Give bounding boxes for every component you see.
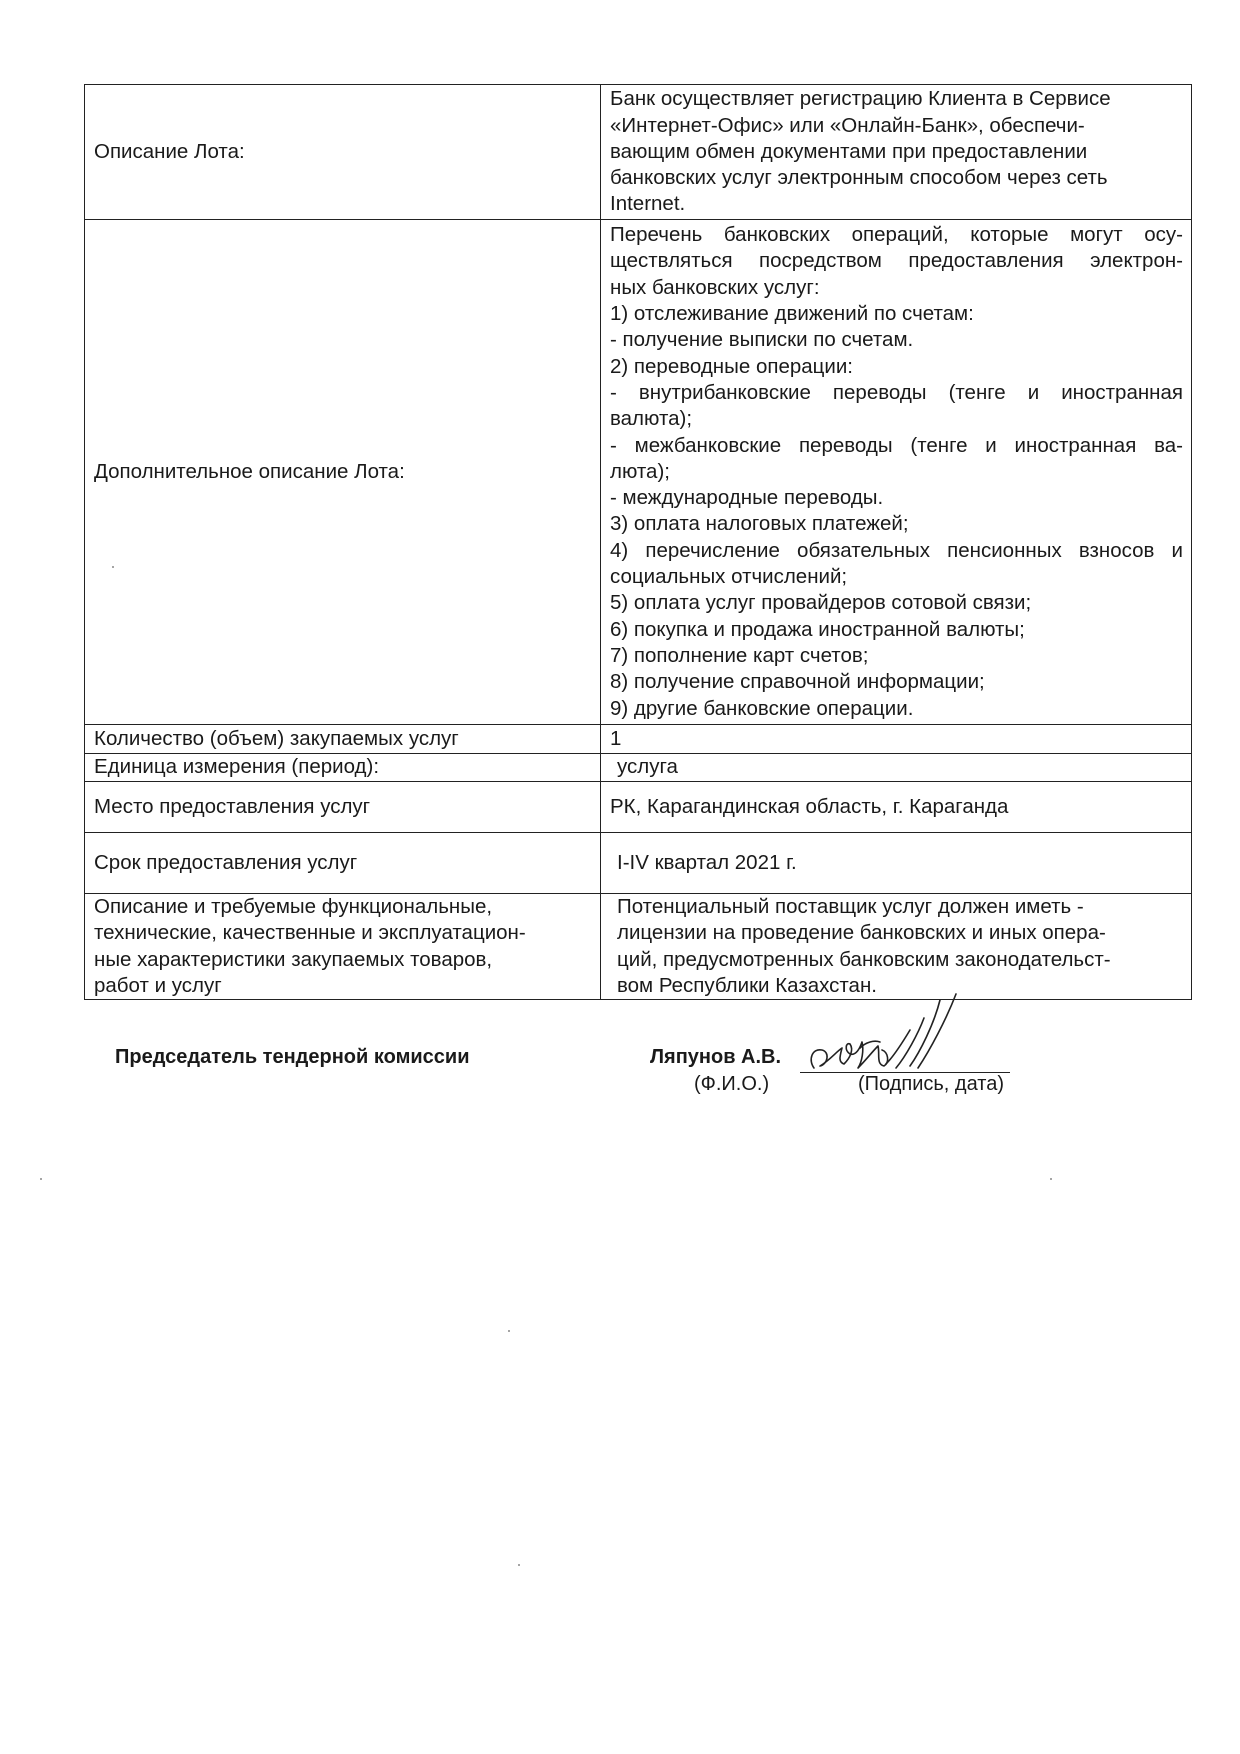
value-line: люта); xyxy=(610,459,670,483)
handwritten-signature xyxy=(800,990,980,1085)
value-line: 9) другие банковские операции. xyxy=(610,696,914,720)
value-line: 1) отслеживание движений по счетам: xyxy=(610,302,974,326)
label-line: Описание и требуемые функциональные, xyxy=(94,895,493,918)
value-line: социальных отчислений; xyxy=(610,565,848,589)
value-line: вом Республики Казахстан. xyxy=(617,973,877,997)
value-line: - межбанковские переводы (тенге и иностранная ва- xyxy=(610,433,1183,457)
value-line: - внутрибанковские переводы (тенге и иностранная xyxy=(610,380,1183,404)
scan-speck xyxy=(508,1330,510,1332)
value-line: 6) покупка и продажа иностранной валюты; xyxy=(610,617,1025,641)
value-line: Internet. xyxy=(610,192,686,216)
value-line: ных банковских услуг: xyxy=(610,275,820,299)
row-value xyxy=(601,894,1192,1000)
value-line: вающим обмен документами при предоставлении xyxy=(610,139,1088,163)
table-row-unit xyxy=(85,754,1192,782)
row-value xyxy=(601,85,1192,220)
table-row-place xyxy=(85,782,1192,833)
value-line: 2) переводные операции: xyxy=(610,354,853,378)
value-line: Перечень банковских операций, которые могут осу- xyxy=(610,223,1183,247)
value-line: Банк осуществляет регистрацию Клиента в Сервисе xyxy=(610,87,1111,111)
chairman-title: Председатель тендерной комиссии xyxy=(115,1046,470,1068)
value-line: банковских услуг электронным способом через сеть xyxy=(610,166,1108,190)
value-line: 5) оплата услуг провайдеров сотовой связи; xyxy=(610,591,1032,615)
scan-speck xyxy=(112,566,114,568)
chairman-name: Ляпунов А.В. xyxy=(650,1046,782,1068)
value-line: 7) пополнение карт счетов; xyxy=(610,643,869,667)
row-label: Количество (объем) закупаемых услуг xyxy=(85,725,601,754)
value-line: 4) перечисление обязательных пенсионных взносов и xyxy=(610,538,1183,562)
row-value: 1 xyxy=(601,725,1192,754)
value-line: Потенциальный поставщик услуг должен иметь - xyxy=(617,895,1084,918)
value-line: «Интернет-Офис» или «Онлайн-Банк», обеспечи- xyxy=(610,113,1085,137)
row-value: услуга xyxy=(601,754,1192,782)
row-value xyxy=(601,220,1192,725)
table-row-requirements xyxy=(85,894,1192,1000)
row-label: Место предоставления услуг xyxy=(85,782,601,833)
row-label: Срок предоставления услуг xyxy=(85,833,601,894)
value-line: 8) получение справочной информации; xyxy=(610,670,985,694)
value-line: - получение выписки по счетам. xyxy=(610,328,914,352)
value-line: 3) оплата налоговых платежей; xyxy=(610,512,909,536)
scan-speck xyxy=(518,1564,520,1566)
table-row-additional-description xyxy=(85,220,1192,725)
table-row-quantity xyxy=(85,725,1192,754)
label-line: ные характеристики закупаемых товаров, xyxy=(94,947,493,971)
row-label: Описание Лота: xyxy=(85,85,601,220)
row-label xyxy=(85,894,601,1000)
label-line: работ и услуг xyxy=(94,973,222,997)
value-line: ществляться посредством предоставления электрон- xyxy=(610,249,1183,273)
value-line: лицензии на проведение банковских и иных опера- xyxy=(617,921,1106,945)
row-label: Дополнительное описание Лота: xyxy=(85,220,601,725)
fio-caption: (Ф.И.О.) xyxy=(694,1073,770,1095)
label-line: технические, качественные и эксплуатацион- xyxy=(94,921,526,945)
table-row-term xyxy=(85,833,1192,894)
table-row-lot-description xyxy=(85,85,1192,220)
lot-details-table xyxy=(84,84,1192,1000)
row-label: Единица измерения (период): xyxy=(85,754,601,782)
row-value: I-IV квартал 2021 г. xyxy=(601,833,1192,894)
value-line: - международные переводы. xyxy=(610,486,884,510)
sign-caption: (Подпись, дата) xyxy=(858,1073,1004,1095)
value-line: ций, предусмотренных банковским законодательст- xyxy=(617,947,1111,971)
value-line: валюта); xyxy=(610,407,693,431)
row-value: РК, Карагандинская область, г. Караганда xyxy=(601,782,1192,833)
scan-speck xyxy=(1050,1178,1052,1180)
signature-block xyxy=(0,1038,1240,1128)
scan-speck xyxy=(40,1178,42,1180)
